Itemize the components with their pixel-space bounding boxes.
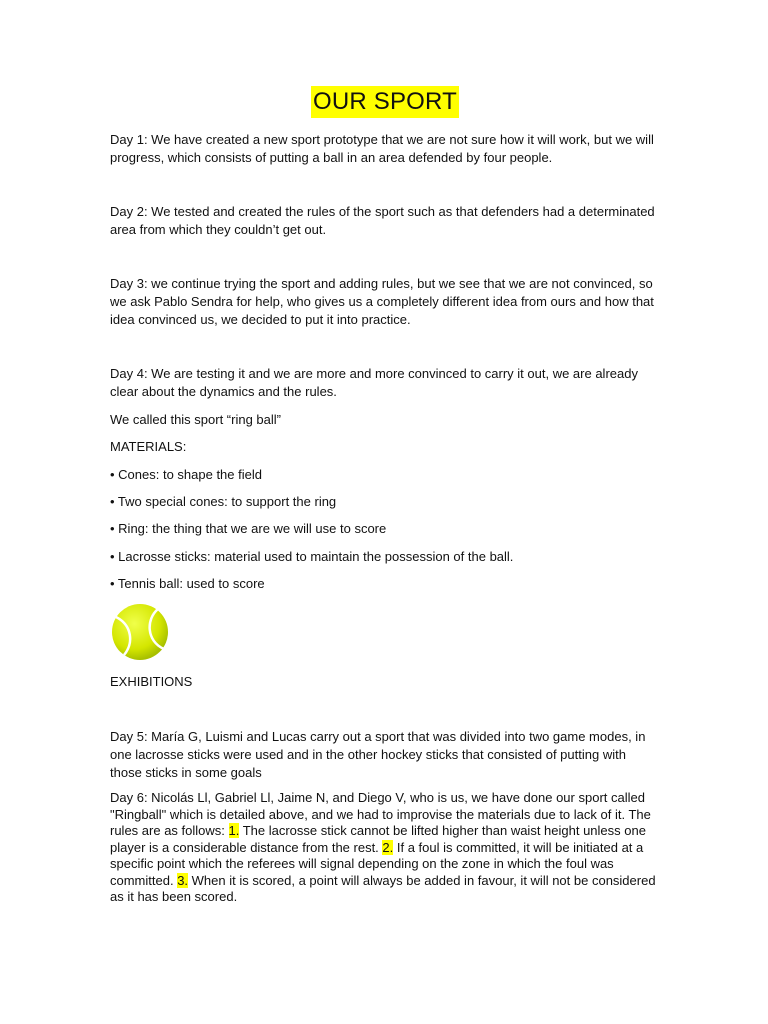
list-item: • Cones: to shape the field (110, 467, 262, 482)
list-item: • Ring: the thing that we are we will use to score (110, 521, 387, 536)
rule-1: The lacrosse stick cannot be lifted higher than waist height unless one player is a considerable distance from the rest. (110, 823, 646, 855)
list-item: • Lacrosse sticks: material used to maintain the possession of the ball. (110, 549, 514, 564)
day6-paragraph (110, 790, 660, 906)
day1-paragraph: Day 1: We have created a new sport prototype that we are not sure how it will work, but we will progress, which consists of putting a ball in an area defended by four people. (110, 132, 654, 165)
day4-paragraph: Day 4: We are testing it and we are more and more convinced to carry it out, we are already clear about the dynamics and the rules. (110, 366, 638, 399)
rule-number-2: 2. (382, 839, 394, 855)
materials-heading: MATERIALS: (110, 439, 187, 454)
rule-number-3: 3. (177, 872, 189, 888)
list-item: • Tennis ball: used to score (110, 576, 265, 591)
rule-2: If a foul is committed, it will be initiated at a specific point which the referees will signal depending on the zone in which the foul was committed. (110, 839, 644, 888)
exhibitions-heading: EXHIBITIONS (110, 674, 193, 689)
day5-paragraph: Day 5: María G, Luismi and Lucas carry out a sport that was divided into two game modes, in one lacrosse sticks were used and in the other hockey sticks that consisted of putting with those sticks in some goals (110, 729, 646, 780)
rule-number-1: 1. (228, 823, 240, 838)
rule-3: When it is scored, a point will always be added in favour, it will not be considered as it has been scored. (110, 872, 656, 904)
day3-paragraph: Day 3: we continue trying the sport and adding rules, but we see that we are not convinced, so we ask Pablo Sendra for help, who gives us a completely different idea from ours and how that idea convinced us, we decided to put it into practice. (110, 276, 654, 327)
tennis-ball-icon (110, 603, 170, 661)
page-title: OUR SPORT (311, 86, 459, 118)
list-item: • Two special cones: to support the ring (110, 494, 337, 509)
day2-paragraph: Day 2: We tested and created the rules of the sport such as that defenders had a determinated area from which they couldn’t get out. (110, 204, 655, 237)
day6-intro: Day 6: Nicolás Ll, Gabriel Ll, Jaime N, and Diego V, who is us, we have done our sport called "Ringball" which is detailed above, and we had to improvise the materials due to lack of it. The rules are as follows: (110, 790, 651, 838)
sport-name-paragraph: We called this sport “ring ball” (110, 412, 281, 427)
